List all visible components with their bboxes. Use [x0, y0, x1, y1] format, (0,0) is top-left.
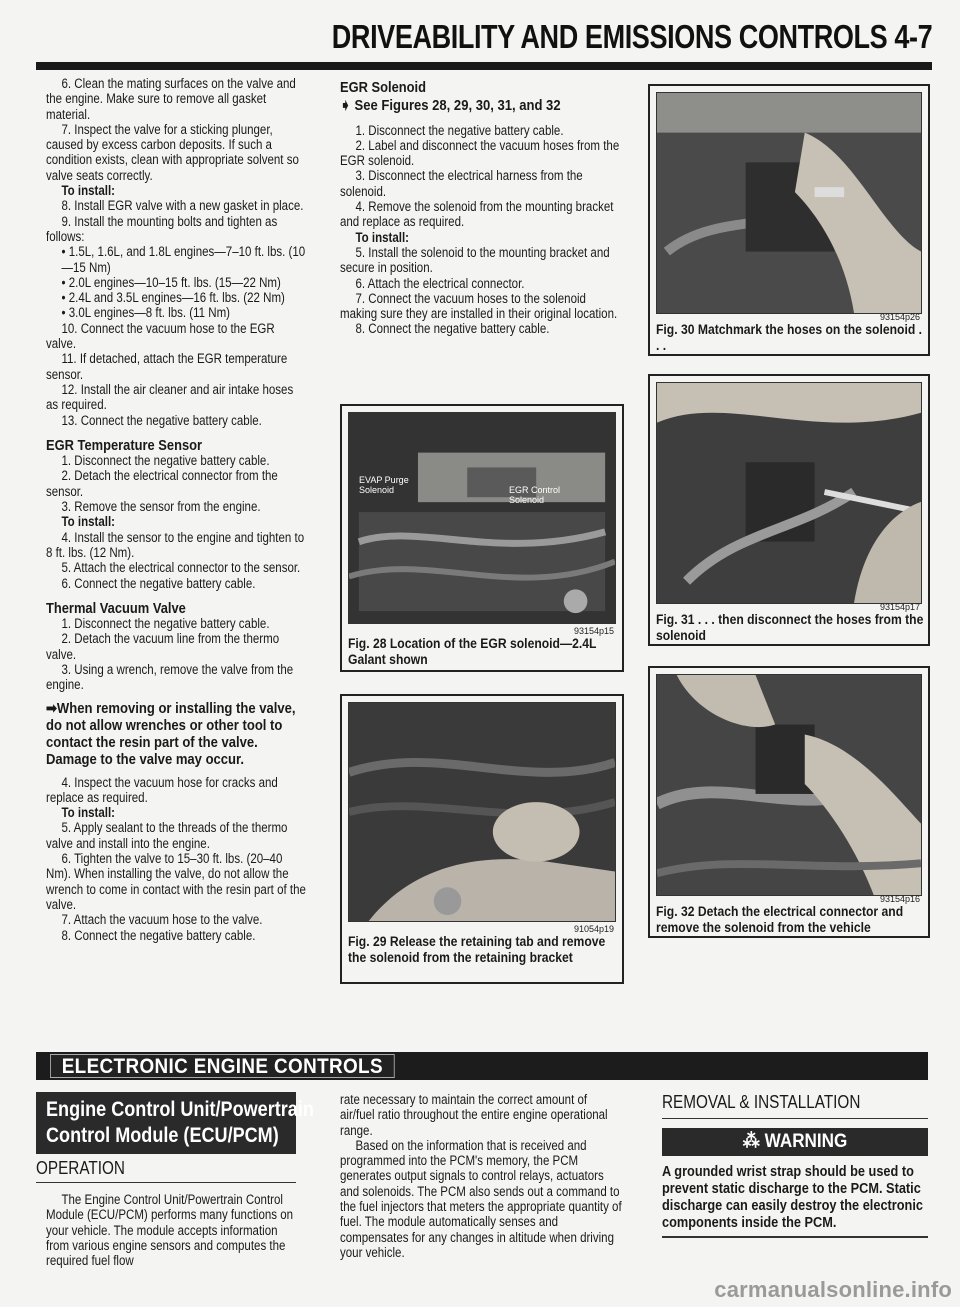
hands-photo [349, 703, 615, 921]
page-header [0, 0, 960, 72]
step-text: 11. If detached, attach the EGR temperature sensor. [46, 351, 288, 382]
step-text: 3. Using a wrench, remove the valve from the engine. [46, 661, 294, 693]
figure-caption: Fig. 30 Matchmark the hoses on the solenoid . . . [656, 322, 923, 353]
figure-caption: Fig. 28 Location of the EGR solenoid—2.4L Galant shown [348, 636, 597, 667]
step-text: 4. Inspect the vacuum hose for cracks and replace as required. [46, 774, 278, 805]
section-heading-tvv: Thermal Vacuum Valve [46, 599, 186, 617]
figure-32 [648, 666, 930, 938]
to-install-label: To install: [61, 183, 116, 199]
step-text: 4. Remove the solenoid from the mounting bracket and replace as required. [340, 199, 614, 230]
watermark: carmanualsonline.info [714, 1277, 952, 1302]
caution-note: ➡When removing or installing the valve, do not allow wrenches or other tool to contact the resin part of the valve. Damage to the valve may occur. [46, 700, 296, 768]
figure-photo [348, 702, 616, 922]
step-text: 1. Disconnect the negative battery cable. [61, 616, 270, 632]
warning-rule [662, 1236, 928, 1238]
ecu-heading-box [36, 1092, 314, 1154]
figure-code: 93154p17 [879, 602, 920, 612]
photo-label-evap: EVAP Purge Solenoid [359, 475, 409, 495]
figure-photo [348, 412, 616, 624]
see-figures: ➧ See Figures 28, 29, 30, 31, and 32 [340, 98, 561, 115]
solenoid-photo [657, 93, 921, 313]
step-text: 8. Install EGR valve with a new gasket in place. [61, 198, 304, 214]
warning-icon: ⁂ [742, 1131, 765, 1152]
paragraph: rate necessary to maintain the correct amount of air/fuel ratio throughout the entire engine operational range. [340, 1092, 608, 1138]
torque-item: • 1.5L, 1.6L, and 1.8L engines—7–10 ft. lbs. (10—15 Nm) [46, 244, 307, 275]
paragraph: The Engine Control Unit/Powertrain Control Module (ECU/PCM) performs many functions on your vehicle. The module accepts information from various engine sensors and computes the required fuel flow [46, 1192, 294, 1269]
page-title: DRIVEABILITY AND EMISSIONS CONTROLS 4-7 [331, 18, 932, 55]
figure-photo [656, 674, 922, 896]
figure-caption: Fig. 32 Detach the electrical connector and remove the solenoid from the vehicle [656, 904, 904, 935]
to-install-label: To install: [61, 514, 116, 530]
to-install-label: To install: [355, 229, 410, 245]
column-middle [340, 80, 620, 337]
step-text: 1. Disconnect the negative battery cable. [355, 122, 564, 138]
operation-text [46, 1192, 298, 1268]
torque-item: • 2.4L and 3.5L engines—16 ft. lbs. (22 Nm) [46, 290, 307, 305]
torque-item: • 2.0L engines—10–15 ft. lbs. (15—22 Nm) [46, 275, 307, 290]
figure-30 [648, 84, 930, 356]
step-text: 6. Connect the negative battery cable. [61, 575, 256, 591]
step-text: 12. Install the air cleaner and air intake hoses as required. [46, 381, 294, 413]
operation-rule [36, 1182, 296, 1183]
figure-photo [656, 382, 922, 604]
step-text: 2. Label and disconnect the vacuum hoses from the EGR solenoid. [340, 137, 620, 169]
step-text: 2. Detach the vacuum line from the thermo valve. [46, 631, 280, 662]
figure-code: 93154p16 [879, 894, 920, 904]
step-text: 3. Disconnect the electrical harness from the solenoid. [340, 168, 583, 199]
step-text: 10. Connect the vacuum hose to the EGR valve. [46, 320, 275, 352]
step-text: 9. Install the mounting bolts and tighten as follows: [46, 213, 278, 244]
removal-heading: REMOVAL & INSTALLATION [662, 1092, 861, 1112]
step-text: 4. Install the sensor to the engine and tighten to 8 ft. lbs. (12 Nm). [46, 529, 305, 560]
step-text: 6. Clean the mating surfaces on the valve and the engine. Make sure to remove all gasket material. [46, 76, 296, 122]
step-text: 7. Attach the vacuum hose to the valve. [61, 912, 263, 928]
figure-code: 93154p15 [573, 626, 614, 636]
engine-photo [349, 413, 615, 623]
figure-28 [340, 404, 624, 672]
step-text: 5. Install the solenoid to the mounting bracket and secure in position. [340, 244, 610, 276]
figure-code: 93154p26 [879, 312, 920, 322]
step-text: 3. Remove the sensor from the engine. [61, 499, 261, 515]
warning-banner [662, 1128, 928, 1156]
figure-code: 91054p19 [573, 924, 614, 934]
step-text: 8. Connect the negative battery cable. [61, 927, 256, 943]
photo-label-egr: EGR Control Solenoid [509, 485, 561, 505]
removal-rule [662, 1118, 928, 1119]
detach-connector-photo [657, 675, 921, 895]
step-text: 7. Inspect the valve for a sticking plunger, caused by excess carbon deposits. If such a condition exists, clean with appropriate solvent so valve seats correctly. [46, 121, 299, 183]
step-text: 6. Tighten the valve to 15–30 ft. lbs. (20–40 Nm). When installing the valve, do not allow the wrench to come in contact with the resin part of the valve. [46, 851, 306, 912]
ecu-text-middle [340, 1092, 624, 1260]
step-text: 2. Detach the electrical connector from the sensor. [46, 468, 278, 499]
section-heading-egr-solenoid: EGR Solenoid [340, 79, 427, 96]
step-text: 13. Connect the negative battery cable. [61, 412, 262, 428]
step-text: 1. Disconnect the negative battery cable. [61, 453, 270, 469]
ecu-heading-line-2: Control Module (ECU/PCM) [46, 1124, 279, 1147]
step-text: 5. Attach the electrical connector to the sensor. [61, 560, 301, 576]
figure-caption: Fig. 29 Release the retaining tab and remove the solenoid from the retaining bracket [348, 934, 606, 965]
step-text: 6. Attach the electrical connector. [355, 275, 525, 291]
warning-label: WARNING [764, 1131, 848, 1152]
figure-caption: Fig. 31 . . . then disconnect the hoses from the solenoid [656, 612, 924, 643]
step-text: 5. Apply sealant to the threads of the thermo valve and install into the engine. [46, 820, 288, 851]
header-rule [36, 62, 932, 70]
column-left [46, 76, 308, 943]
step-text: 7. Connect the vacuum hoses to the solenoid making sure they are installed in their original location. [340, 290, 618, 322]
operation-heading: OPERATION [36, 1158, 125, 1178]
warning-paragraph: A grounded wrist strap should be used to prevent static discharge to the PCM. Static discharge can easily destroy the electronic components inside the PCM. [662, 1164, 923, 1231]
to-install-label: To install: [61, 805, 116, 821]
section-band-label: ELECTRONIC ENGINE CONTROLS [50, 1054, 395, 1078]
ecu-heading-line-1: Engine Control Unit/Powertrain [46, 1098, 314, 1121]
section-heading-egr-temp: EGR Temperature Sensor [46, 436, 203, 454]
figure-photo [656, 92, 922, 314]
figure-31 [648, 374, 930, 646]
disconnect-hoses-photo [657, 383, 921, 603]
paragraph: Based on the information that is received and programmed into the PCM's memory, the PCM generates output signals to control relays, actuators and solenoids. The PCM also sends out a command to the fuel injectors that meters the appropriate quantity of fuel. The module automatically senses and compensates for any changes in altitude when driving your vehicle. [340, 1137, 622, 1260]
figure-29 [340, 694, 624, 984]
torque-item: • 3.0L engines—8 ft. lbs. (11 Nm) [46, 305, 307, 320]
step-text: 8. Connect the negative battery cable. [355, 321, 550, 337]
warning-text [662, 1164, 928, 1232]
